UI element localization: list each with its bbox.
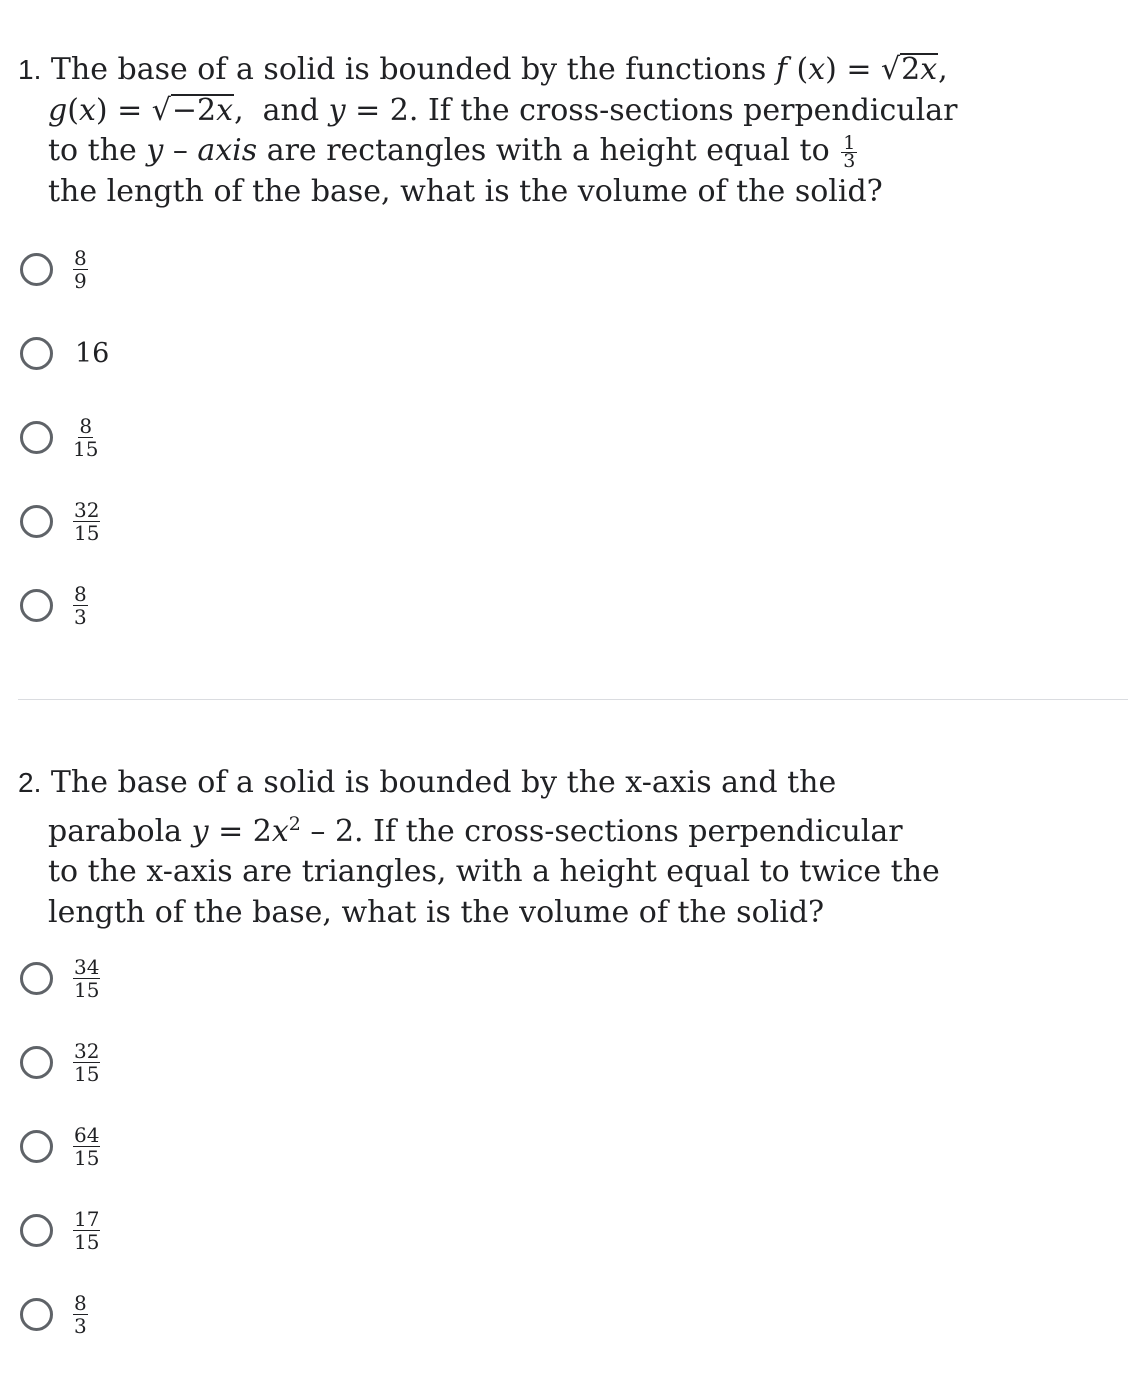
q1-line4: the length of the base, what is the volume of the solid? — [48, 173, 883, 209]
q1-g-trail: , and — [234, 92, 329, 128]
q1-f-close: ) = — [825, 52, 882, 87]
choice-fraction — [73, 1206, 100, 1254]
choice-fraction — [73, 1122, 100, 1170]
q1-choice-5[interactable] — [20, 583, 88, 627]
q1-f-radicand-var: x — [920, 52, 938, 87]
radio-button[interactable] — [20, 505, 53, 538]
choice-fraction — [73, 1038, 100, 1086]
q2-line1: The base of a solid is bounded by the x-axis and the — [50, 765, 837, 800]
choice-fraction — [73, 245, 88, 293]
q1-g-function: g — [48, 92, 68, 128]
fraction-denominator: 15 — [73, 436, 99, 461]
q1-line3-dash: – — [163, 133, 198, 168]
radio-button[interactable] — [20, 337, 53, 370]
question-1-number: 1. — [18, 54, 42, 85]
q1-line3-axis: axis — [197, 133, 258, 168]
question-1-text: 1. The base of a solid is bounded by the functions f (x) = √2x, g(x) = √−2x, and y = 2. If the cross-sections perpendicular to the y – axis are rectangles with a height equal to $\frac{1}{3}$ the length of the base, what is the volume of the solid? — [18, 52, 958, 209]
fraction-numerator: 34 — [74, 954, 100, 979]
q1-inline-fraction — [841, 131, 857, 172]
q1-line3-pre: to the — [48, 133, 147, 168]
section-divider — [18, 699, 1128, 700]
q2-choice-1[interactable] — [20, 956, 100, 1000]
fraction-numerator: 8 — [74, 581, 87, 606]
q1-g-close: ) = — [95, 92, 152, 128]
fraction-numerator: 8 — [74, 245, 87, 270]
q1-f-radicand — [900, 53, 938, 85]
q1-choice-1[interactable] — [20, 247, 88, 291]
fraction-denominator: 15 — [74, 520, 100, 545]
choice-fraction — [73, 497, 100, 545]
q2-line2-pre: parabola — [48, 813, 192, 849]
q2-eq: = 2 — [208, 813, 272, 849]
q1-line3-post: are rectangles with a height equal to — [257, 133, 830, 168]
fraction-numerator: 32 — [74, 497, 100, 522]
q2-choice-4[interactable] — [20, 1208, 100, 1252]
fraction-numerator: 8 — [79, 413, 93, 438]
fraction-denominator: 15 — [74, 1229, 100, 1254]
choice-fraction — [73, 1290, 88, 1338]
fraction-denominator: 3 — [74, 1313, 87, 1338]
radio-button[interactable] — [20, 1130, 53, 1163]
q2-line3: to the x-axis are triangles, with a height equal to twice the — [48, 854, 940, 889]
q1-inline-fraction-num: 1 — [843, 131, 856, 154]
radio-button[interactable] — [20, 589, 53, 622]
question-2-text — [18, 763, 1108, 933]
radio-button[interactable] — [20, 421, 53, 454]
q1-f-open: ( — [786, 52, 809, 87]
q1-line1-text: The base of a solid is bounded by the functions — [50, 52, 767, 87]
question-2 — [18, 763, 1108, 933]
q1-f-trail: , — [938, 52, 948, 87]
radio-button[interactable] — [20, 962, 53, 995]
choice-fraction — [73, 954, 100, 1002]
fraction-numerator: 32 — [74, 1038, 100, 1063]
q2-choice-3[interactable] — [20, 1124, 100, 1168]
q2-x-var: x — [271, 813, 289, 849]
q1-g-radicand-coef: −2 — [171, 92, 217, 128]
q2-y-var: y — [191, 813, 209, 849]
radio-button[interactable] — [20, 1214, 53, 1247]
q2-choice-2[interactable] — [20, 1040, 100, 1084]
q1-f-radicand-coef: 2 — [901, 52, 921, 87]
question-2-number: 2. — [18, 767, 42, 798]
fraction-denominator: 15 — [74, 1061, 100, 1086]
fraction-denominator: 9 — [74, 268, 87, 293]
q1-choice-2[interactable] — [20, 331, 109, 375]
q1-g-open: ( — [67, 92, 79, 128]
q1-inline-fraction-den: 3 — [843, 149, 856, 172]
radio-button[interactable] — [20, 1298, 53, 1331]
q2-line4: length of the base, what is the volume of the solid? — [48, 894, 825, 930]
radio-button[interactable] — [20, 1046, 53, 1079]
question-1 — [18, 50, 1108, 212]
fraction-denominator: 15 — [74, 977, 100, 1002]
q1-g-radicand-var: x — [216, 92, 234, 128]
fraction-numerator: 17 — [74, 1206, 100, 1231]
q1-choice-4[interactable] — [20, 499, 100, 543]
q1-line2-rest: = 2. If the cross-sections perpendicular — [345, 92, 958, 128]
q1-line3-y: y — [146, 133, 164, 168]
choice-fraction — [73, 581, 88, 629]
choice-label: 16 — [75, 337, 110, 369]
fraction-denominator: 3 — [74, 604, 87, 629]
q1-y-var: y — [328, 92, 346, 128]
fraction-numerator: 8 — [74, 1290, 87, 1315]
q2-exponent: 2 — [288, 812, 301, 835]
q1-g-radicand — [171, 94, 234, 126]
q1-f-var: x — [808, 52, 826, 87]
fraction-numerator: 64 — [74, 1122, 100, 1147]
radio-button[interactable] — [20, 253, 53, 286]
q1-f-function: f — [775, 52, 787, 87]
q1-choice-3[interactable] — [20, 415, 98, 459]
q1-g-var: x — [78, 92, 96, 128]
q2-choice-5[interactable] — [20, 1292, 88, 1336]
choice-fraction — [73, 413, 99, 461]
fraction-denominator: 15 — [74, 1145, 100, 1170]
q2-line2-post: – 2. If the cross-sections perpendicular — [300, 813, 903, 849]
